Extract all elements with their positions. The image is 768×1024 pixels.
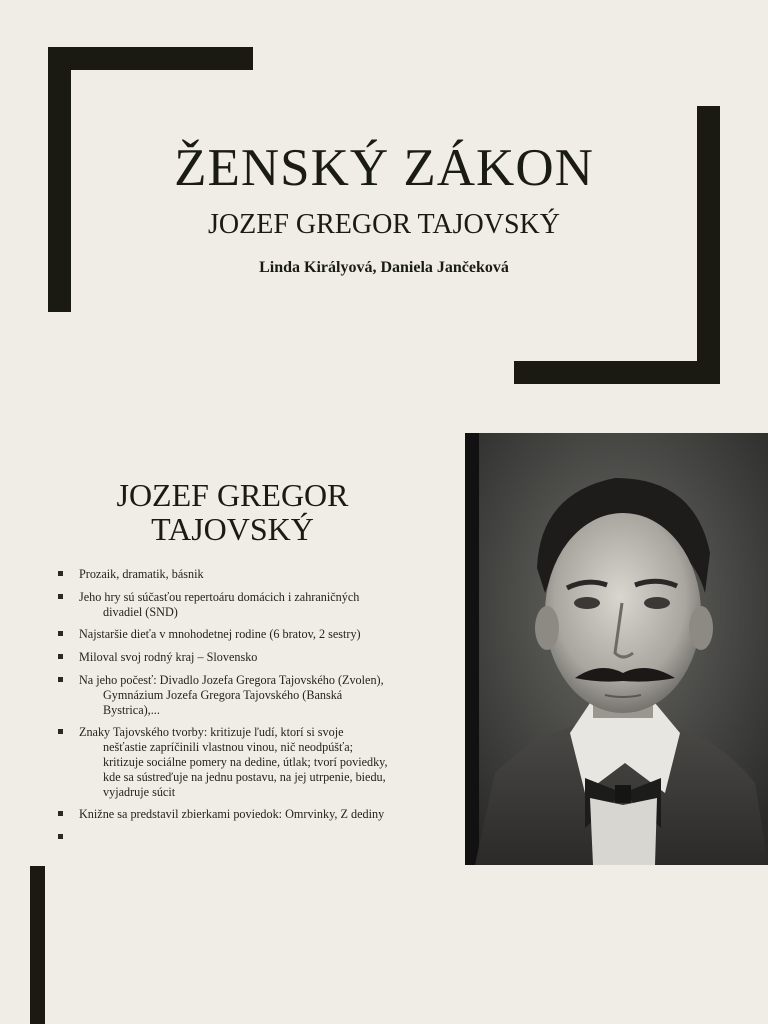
bio-bullet-text: kde sa sústreďuje na jednu postavu, na jej utrpenie, biedu, — [103, 769, 386, 784]
title-slide — [0, 0, 768, 400]
frame-bar-top-left-horizontal — [48, 47, 253, 70]
bullet-square-icon — [58, 834, 63, 839]
bio-bullet-text: nešťastie zapríčinili vlastnou vinou, nič neodpúšťa; — [103, 740, 354, 755]
bio-bullet-item — [58, 673, 403, 717]
bio-bullet-item — [58, 567, 403, 582]
bio-bullet-text: vyjadruje súcit — [103, 784, 176, 799]
bio-bullet-text: Gymnázium Jozefa Gregora Tajovského (Banská — [103, 687, 343, 702]
portrait-photo — [465, 433, 768, 865]
bullet-square-icon — [58, 571, 63, 576]
bullet-square-icon — [58, 594, 63, 599]
bio-heading-line-1: JOZEF GREGOR — [116, 477, 349, 513]
bio-bullet-text: Najstaršie dieťa v mnohodetnej rodine (6 bratov, 2 sestry) — [79, 627, 361, 642]
bio-bullet-item — [58, 590, 403, 620]
left-accent-bar — [30, 866, 45, 1024]
bio-bullet-text: Bystrica),... — [103, 702, 160, 717]
bio-bullet-item — [58, 725, 403, 799]
bullet-square-icon — [58, 811, 63, 816]
bio-heading-line-2: TAJOVSKÝ — [151, 511, 314, 547]
bio-bullet-text: Knižne sa predstavil zbierkami poviedok: Omrvinky, Z dediny — [79, 807, 385, 822]
authors: Linda Királyová, Daniela Jančeková — [259, 259, 509, 276]
bullet-square-icon — [58, 677, 63, 682]
bio-bullet-item — [58, 807, 403, 822]
bullet-square-icon — [58, 729, 63, 734]
bio-bullet-item — [58, 650, 403, 665]
bio-bullet-text: Jeho hry sú súčasťou repertoáru domácich i zahraničných — [79, 589, 360, 604]
bio-bullet-text: Na jeho počesť: Divadlo Jozefa Gregora Tajovského (Zvolen), — [79, 672, 384, 687]
bullet-square-icon — [58, 654, 63, 659]
bio-slide — [0, 400, 768, 1024]
bio-bullet-item — [58, 627, 403, 642]
bio-bullet-text: Miloval svoj rodný kraj – Slovensko — [79, 650, 258, 665]
bio-bullet-item — [58, 830, 403, 845]
frame-bar-bottom-right-horizontal — [514, 361, 720, 384]
bio-bullet-text: kritizuje sociálne pomery na dedine, útlak; tvorí poviedky, — [103, 754, 388, 769]
bio-bullet-text: Znaky Tajovského tvorby: kritizuje ľudí, ktorí si svoje — [79, 725, 344, 740]
bio-bullet-list — [58, 567, 403, 853]
bio-bullet-text: divadiel (SND) — [103, 604, 178, 619]
bio-bullet-text: Prozaik, dramatik, básnik — [79, 567, 204, 581]
bio-bullet-text — [79, 830, 403, 845]
page-title: ŽENSKÝ ZÁKON — [174, 139, 594, 197]
bio-heading — [60, 478, 405, 546]
bullet-square-icon — [58, 631, 63, 636]
page-subtitle: JOZEF GREGOR TAJOVSKÝ — [208, 209, 560, 240]
